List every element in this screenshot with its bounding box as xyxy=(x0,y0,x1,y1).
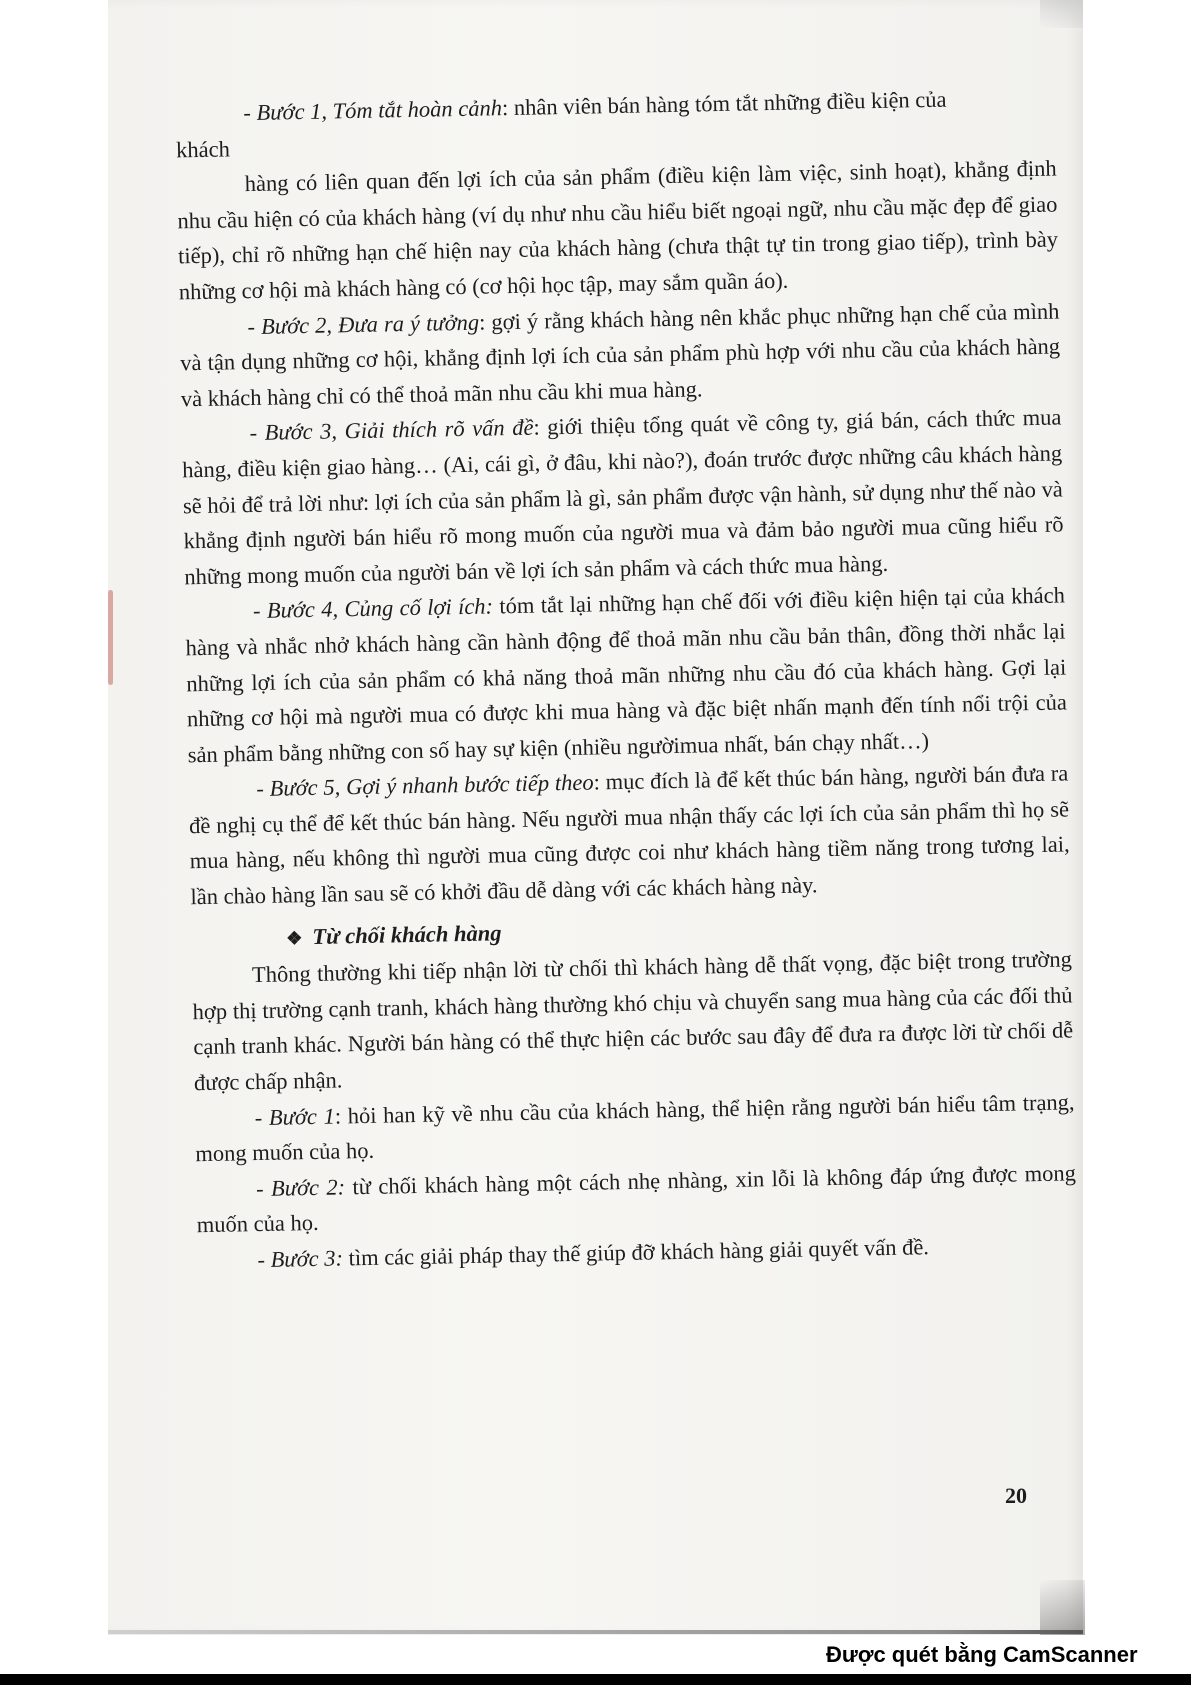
step-2-body: : gợi ý rằng khách hàng nên khắc phục những hạn chế của mình và tận dụng những cơ hội, khẳng định lợi ích của sản phẩm phù hợp với nhu cầu của khách hàng và khách hàng chỉ có thể thoả mãn nhu cầu khi mua hàng. xyxy=(179,298,1061,412)
refuse-step-2-paragraph: - Bước 2: từ chối khách hàng một cách nhẹ nhàng, xin lỗi là không đáp ứng được mong muốn của họ. xyxy=(196,1160,1077,1238)
step-3-paragraph: - Bước 3, Giải thích rõ vấn đề: giới thiệu tổng quát về công ty, giá bán, cách thức mua hàng, điều kiện giao hàng… (Ai, cái gì, ở đâu, khi nào?), đoán trước được những câu khách hàng sẽ hỏi để trả lời như: lợi ích của sản phẩm là gì, sản phẩm được vận hành, sử dụng như thế nào và khẳng định người bán hiểu rõ mong muốn của người mua và đảm bảo người mua cũng hiểu rõ những mong muốn của người bán về lợi ích sản phẩm và cách thức mua hàng. xyxy=(182,404,1064,590)
step-3-body: : giới thiệu tổng quát về công ty, giá bán, cách thức mua hàng, điều kiện giao hàng… (Ai, cái gì, ở đâu, khi nào?), đoán trước được những câu khách hàng sẽ hỏi để trả lời như: lợi ích của sản phẩm là gì, sản phẩm được vận hành, sử dụng như thế nào và khẳng định người bán hiểu rõ mong muốn của người mua và đảm bảo người mua cũng hiểu rõ những mong muốn của người bán về lợi ích sản phẩm và cách thức mua hàng. xyxy=(182,404,1064,590)
step-4-paragraph: - Bước 4, Củng cố lợi ích: tóm tắt lại những hạn chế đối với điều kiện hiện tại của khách hàng và nhắc nhở khách hàng cần hành động để thoả mãn nhu cầu bản thân, đồng thời nhắc lại những lợi ích của sản phẩm có khả năng thoả mãn những nhu cầu đó của khách hàng. Gợi lại những cơ hội mà người mua có được khi mua hàng và đặc biệt nhấn mạnh đến tính nổi trội của sản phẩm bằng những con số hay sự kiện (nhiều ngườimua nhất, bán chạy nhất…) xyxy=(185,582,1068,768)
refuse-step-3-paragraph: - Bước 3: tìm các giải pháp thay thế giúp đỡ khách hàng giải quyết vấn đề. xyxy=(257,1234,930,1273)
refuse-step-1-label: Bước 1 xyxy=(268,1103,336,1130)
step-1-body: hàng có liên quan đến lợi ích của sản phẩm (điều kiện làm việc, sinh hoạt), khẳng định nhu cầu hiện có của khách hàng (ví dụ như nhu cầu hiểu biết ngoại ngữ, nhu cầu mặc đẹp để giao tiếp), chỉ rõ những hạn chế hiện nay của khách hàng (chưa thật tự tin trong giao tiếp), trình bày những cơ hội mà khách hàng có (cơ hội học tập, may sắm quần áo). xyxy=(177,155,1059,305)
refuse-step-1-paragraph: - Bước 1: hỏi han kỹ về nhu cầu của khách hàng, thể hiện rằng người bán hiểu tâm trạng, mong muốn của họ. xyxy=(195,1088,1075,1167)
step-1-line-1: : nhân viên bán hàng tóm tắt những điều kiện của xyxy=(501,86,947,121)
intro-paragraph: Thông thường khi tiếp nhận lời từ chối thì khách hàng dễ thất vọng, đặc biệt trong trường hợp thị trường cạnh tranh, khách hàng thường khó chịu và chuyển sang mua hàng của các đối thủ cạnh tranh khác. Người bán hàng có thể thực hiện các bước sau đây để đưa ra được lời từ chối dễ được chấp nhận. xyxy=(192,946,1074,1096)
page-corner-shadow xyxy=(1040,0,1083,28)
step-1-label: Bước 1, Tóm tắt hoàn cảnh xyxy=(256,95,503,125)
step-1-paragraph: - Bước 1, Tóm tắt hoàn cảnh: nhân viên bán hàng tóm tắt những điều kiện của xyxy=(243,86,947,126)
step-5-paragraph: - Bước 5, Gợi ý nhanh bước tiếp theo: mục đích là để kết thúc bán hàng, người bán đưa ra đề nghị cụ thể để kết thúc bán hàng. Nếu người mua nhận thấy các lợi ích của sản phẩm thì họ sẽ mua hàng, nếu không thì người mua cũng được coi như khách hàng tiềm năng trong tương lai, lần chào hàng lần sau sẽ có khởi đầu dễ dàng với các khách hàng này. xyxy=(188,760,1070,910)
step-1-line-2: khách xyxy=(175,136,231,163)
diamond-bullet-icon: ❖ xyxy=(286,927,303,949)
step-5-label: Bước 5, Gợi ý nhanh bước tiếp theo xyxy=(269,769,594,802)
refuse-step-3-body: tìm các giải pháp thay thế giúp đỡ khách hàng giải quyết vấn đề. xyxy=(342,1234,930,1271)
section-heading-text: Từ chối khách hàng xyxy=(312,919,502,949)
step-3-label: Bước 3, Giải thích rõ vấn đề xyxy=(264,414,534,446)
refuse-step-1-body: : hỏi han kỹ về nhu cầu của khách hàng, thể hiện rằng người bán hiểu tâm trạng, mong muốn của họ. xyxy=(195,1088,1075,1167)
step-2-label: Bước 2, Đưa ra ý tưởng xyxy=(260,309,480,339)
page-curl-shadow xyxy=(1040,1580,1085,1635)
refuse-step-3-label: Bước 3: xyxy=(270,1245,344,1272)
page-bottom-edge xyxy=(108,1630,1083,1634)
camscanner-watermark: Được quét bằng CamScanner xyxy=(826,1642,1138,1667)
step-5-body: : mục đích là để kết thúc bán hàng, người bán đưa ra đề nghị cụ thể để kết thúc bán hàng. Nếu người mua nhận thấy các lợi ích của sản phẩm thì họ sẽ mua hàng, nếu không thì người mua cũng được coi như khách hàng tiềm năng trong tương lai, lần chào hàng lần sau sẽ có khởi đầu dễ dàng với các khách hàng này. xyxy=(188,760,1070,910)
bottom-black-strip xyxy=(0,1674,1191,1685)
refuse-step-2-label: Bước 2: xyxy=(270,1174,346,1201)
page-edge-mark xyxy=(108,590,113,685)
step-4-label: Bước 4, Củng cố lợi ích: xyxy=(266,593,494,624)
step-2-paragraph: - Bước 2, Đưa ra ý tưởng: gợi ý rằng khách hàng nên khắc phục những hạn chế của mình và tận dụng những cơ hội, khẳng định lợi ích của sản phẩm phù hợp với nhu cầu của khách hàng và khách hàng chỉ có thể thoả mãn nhu cầu khi mua hàng. xyxy=(179,298,1061,412)
refuse-step-2-body: từ chối khách hàng một cách nhẹ nhàng, xin lỗi là không đáp ứng được mong muốn của họ. xyxy=(196,1160,1077,1238)
page-text xyxy=(175,80,1078,1279)
page-number: 20 xyxy=(1005,1483,1027,1508)
step-4-body: tóm tắt lại những hạn chế đối với điều kiện hiện tại của khách hàng và nhắc nhở khách hàng cần hành động để thoả mãn nhu cầu bản thân, đồng thời nhắc lại những lợi ích của sản phẩm có khả năng thoả mãn những nhu cầu đó của khách hàng. Gợi lại những cơ hội mà người mua có được khi mua hàng và đặc biệt nhấn mạnh đến tính nổi trội của sản phẩm bằng những con số hay sự kiện (nhiều ngườimua nhất, bán chạy nhất…) xyxy=(185,582,1068,768)
